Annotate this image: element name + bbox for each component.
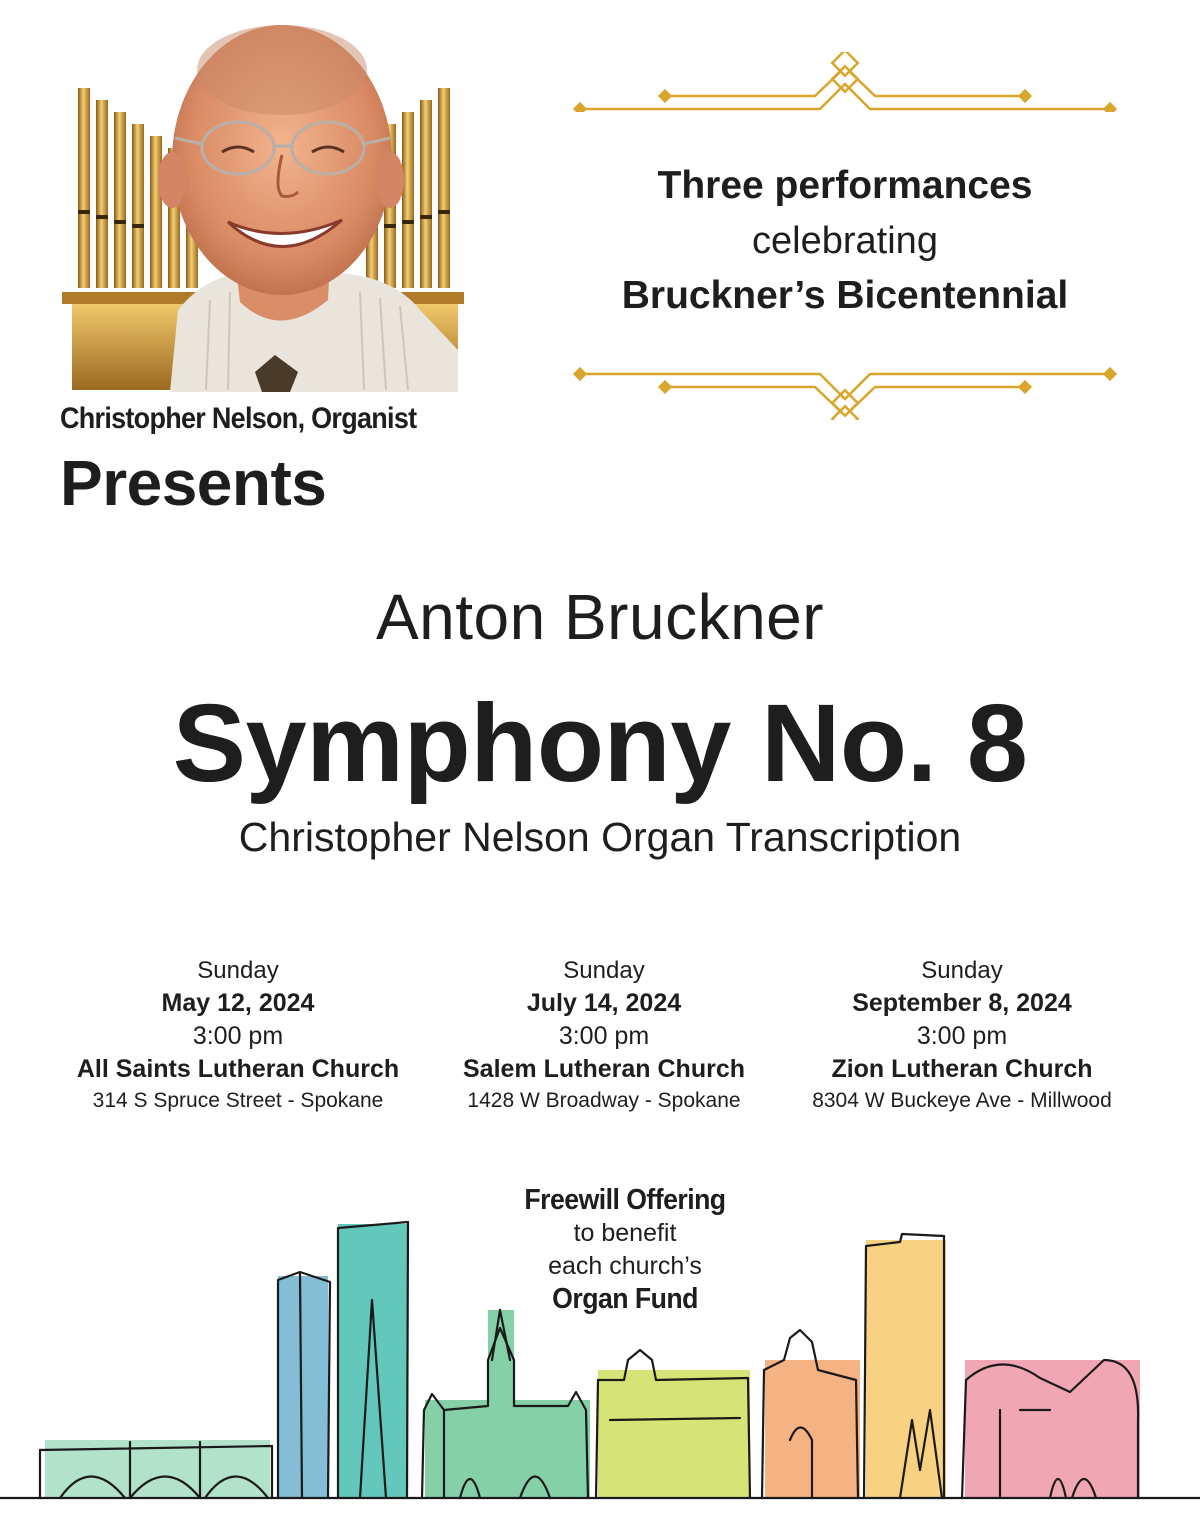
offering-organ-fund: Organ Fund	[552, 1283, 698, 1315]
tagline-bicentennial: Bruckner’s Bicentennial	[621, 274, 1069, 317]
performance-address: 8304 W Buckeye Ave - Millwood	[812, 1089, 1112, 1112]
performance-venue: All Saints Lutheran Church	[76, 1055, 400, 1083]
performance-time: 3:00 pm	[916, 1022, 1008, 1050]
performance-day: Sunday	[563, 957, 645, 984]
performance-address: 1428 W Broadway - Spokane	[467, 1089, 741, 1112]
offering-line-benefit: to benefit	[573, 1219, 677, 1247]
work-title: Symphony No. 8	[172, 682, 1028, 805]
composer-name: Anton Bruckner	[375, 581, 825, 653]
performance-2	[414, 954, 794, 1116]
presenter-name: Christopher Nelson, Organist	[60, 402, 417, 435]
organist-portrait	[60, 10, 470, 392]
tagline-three-performances: Three performances	[657, 164, 1033, 207]
deco-divider-bottom-icon	[570, 360, 1120, 420]
performance-date: July 14, 2024	[526, 989, 682, 1017]
offering-title: Freewill Offering	[524, 1184, 726, 1216]
performance-day: Sunday	[921, 957, 1003, 984]
performance-time: 3:00 pm	[192, 1022, 284, 1050]
organ-pipes-portrait-icon	[60, 10, 470, 392]
deco-divider-top-icon	[570, 52, 1120, 112]
work-subtitle: Christopher Nelson Organ Transcription	[238, 814, 962, 860]
performance-venue: Salem Lutheran Church	[463, 1055, 745, 1083]
offering-line-church: each church’s	[548, 1252, 702, 1280]
freewill-offering-note	[470, 1184, 780, 1316]
performance-day: Sunday	[197, 957, 279, 984]
performance-date: May 12, 2024	[161, 989, 315, 1017]
presents-heading: Presents	[60, 447, 327, 519]
performance-time: 3:00 pm	[558, 1022, 650, 1050]
performance-1	[48, 954, 428, 1116]
performance-venue: Zion Lutheran Church	[831, 1055, 1093, 1083]
performance-3	[772, 954, 1152, 1116]
performance-date: September 8, 2024	[852, 989, 1072, 1017]
performance-address: 314 S Spruce Street - Spokane	[92, 1089, 384, 1112]
tagline-celebrating: celebrating	[752, 220, 938, 262]
